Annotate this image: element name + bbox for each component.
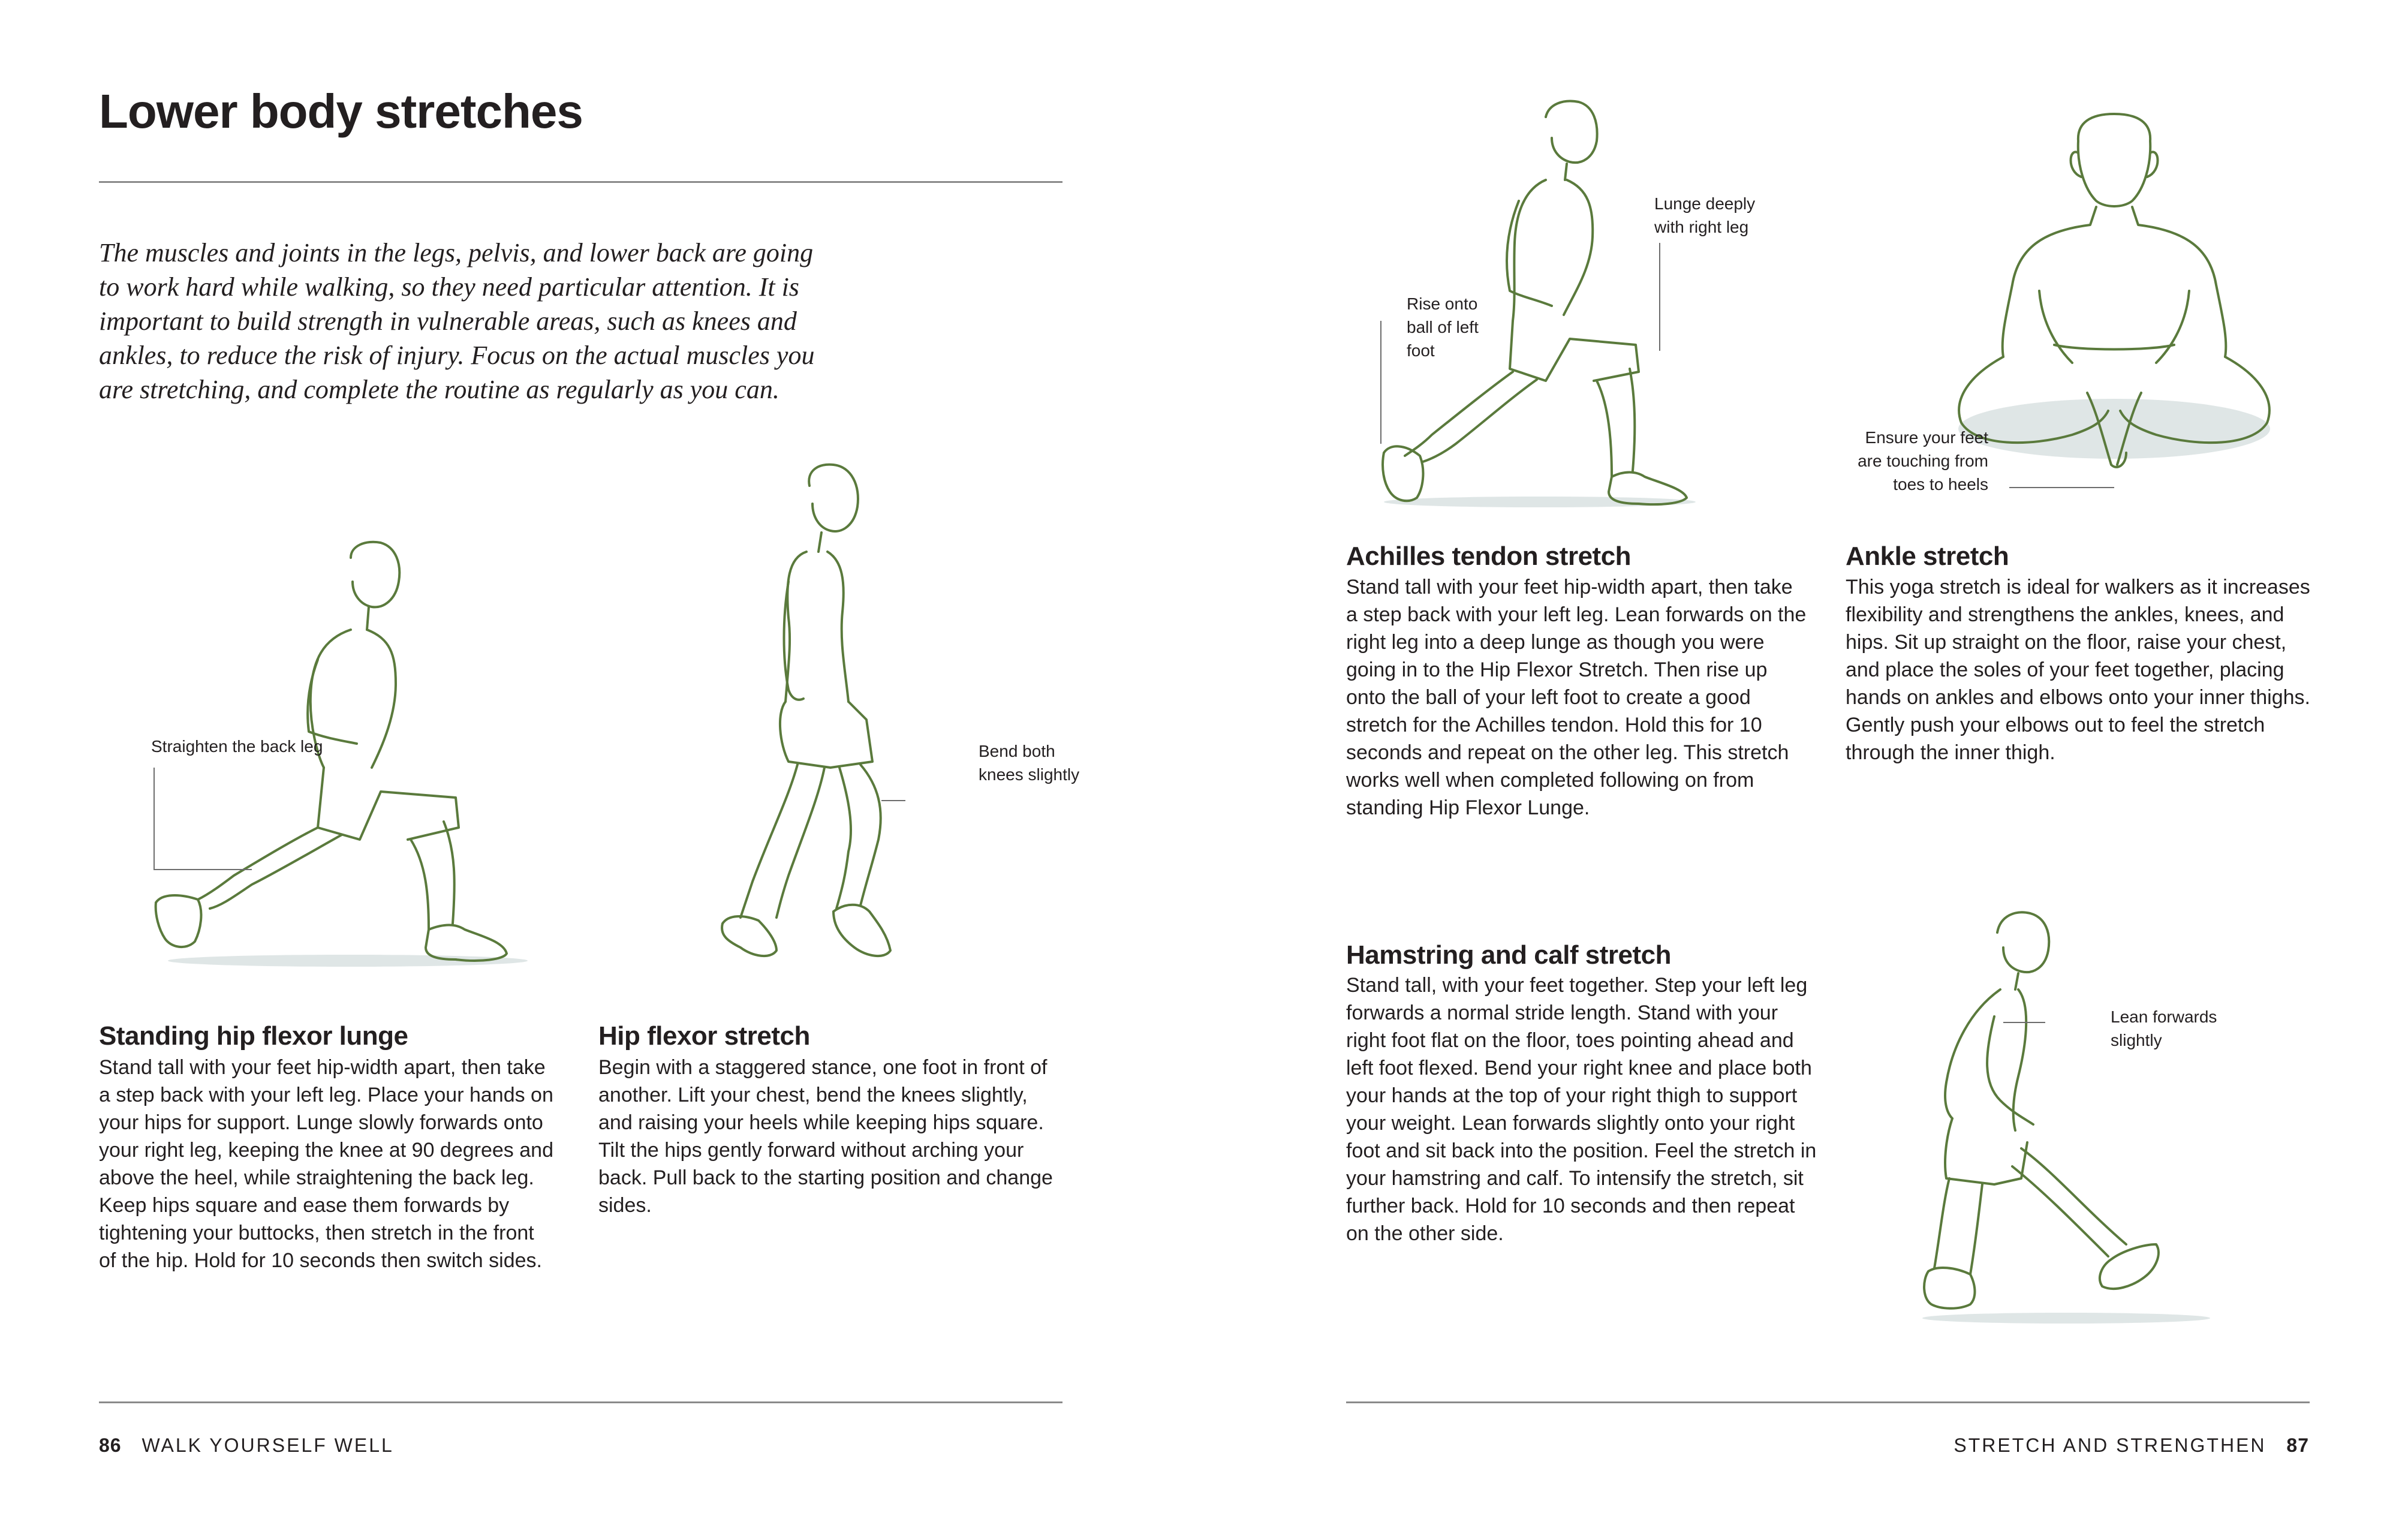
hamstring-callout: Lean forwards slightly xyxy=(2111,1007,2217,1049)
standing-hip-flexor-lunge-heading: Standing hip flexor lunge xyxy=(99,1021,408,1051)
ankle-stretch-heading: Ankle stretch xyxy=(1846,542,2009,571)
intro-paragraph: The muscles and joints in the legs, pelvis, and lower back are going to work hard while walking, so they need particular attention. It is important to build strength in vulnerable areas, such as knees and ankles, to reduce the risk of injury. Focus on the actual muscles you are stretching, and complete the routine as regularly as you can. xyxy=(99,238,815,404)
achilles-callout-rise: Rise onto ball of left foot xyxy=(1407,294,1479,360)
hamstring-calf-stretch-heading: Hamstring and calf stretch xyxy=(1346,940,1672,970)
footer-divider xyxy=(1346,1401,2310,1403)
lunge-callout: Straighten the back leg xyxy=(151,737,323,756)
standing-stretch-figure-icon xyxy=(699,462,938,971)
achilles-tendon-stretch-heading: Achilles tendon stretch xyxy=(1346,542,1632,571)
title-divider xyxy=(99,181,1062,183)
achilles-callout-lunge: Lunge deeply with right leg xyxy=(1654,194,1756,236)
running-footer: WALK YOURSELF WELL xyxy=(142,1434,394,1456)
hip-flexor-callout: Bend both knees slightly xyxy=(979,742,1080,784)
page-number: 87 xyxy=(2286,1434,2309,1456)
achilles-tendon-stretch-body: Stand tall with your feet hip-width apart, then take a step back with your left leg. Lean forwards on the right leg into a deep lunge as though you were going in to the Hip Flexor Stretch. Then rise up onto the ball of your left foot to create a good stretch for the Achilles tendon. Hold this for 10 seconds and repeat on the other leg. This stretch works well when completed following on from standing Hip Flexor Lunge. xyxy=(1346,576,1807,819)
right-page xyxy=(1204,0,2408,1537)
ankle-callout: Ensure your feet are touching from toes to heels xyxy=(1858,428,1988,494)
seated-butterfly-figure-icon xyxy=(1934,111,2294,495)
right-folio xyxy=(1954,1434,2309,1457)
footer-divider xyxy=(99,1401,1062,1403)
running-footer: STRETCH AND STRENGTHEN xyxy=(1954,1434,2266,1456)
hamstring-calf-stretch-body: Stand tall, with your feet together. Step your left leg forwards a normal stride length. Stand with your right foot flat on the floor, toes pointing ahead and left foot flexed. Bend your right knee and place both your hands at the top of your right thigh to support your weight. Lean forwards slightly onto your right foot and sit back into the position. Feel the stretch in your hamstring and calf. To intensify the stretch, sit further back. Hold for 10 seconds and then repeat on the other side. xyxy=(1346,974,1817,1245)
left-folio xyxy=(99,1434,394,1457)
page-number: 86 xyxy=(99,1434,122,1456)
hip-flexor-stretch-body: Begin with a staggered stance, one foot in front of another. Lift your chest, bend the knees slightly, and raising your heels while keeping hips square. Tilt the hips gently forward without arching your back. Pull back to the starting position and change sides. xyxy=(598,1056,1053,1217)
hamstring-stretch-figure-icon xyxy=(1904,909,2216,1328)
standing-hip-flexor-lunge-body: Stand tall with your feet hip-width apart, then take a step back with your left leg. Place your hands on your hips for support. Lunge slowly forwards onto your right leg, keeping the knee at 90 degrees and above the heel, while straightening the back leg. Keep hips square and ease them forwards by tightening your buttocks, then stretch in the front of the hip. Hold for 10 seconds then switch sides. xyxy=(99,1056,553,1272)
ankle-stretch-body: This yoga stretch is ideal for walkers as it increases flexibility and strengthens the ankles, knees, and hips. Sit up straight on the floor, raise your chest, and place the soles of your feet together, placing hands on ankles and elbows onto your inner thighs. Gently push your elbows out to feel the stretch through the inner thigh. xyxy=(1846,576,2310,764)
hip-flexor-stretch-heading: Hip flexor stretch xyxy=(598,1021,810,1051)
page-title: Lower body stretches xyxy=(99,85,583,138)
